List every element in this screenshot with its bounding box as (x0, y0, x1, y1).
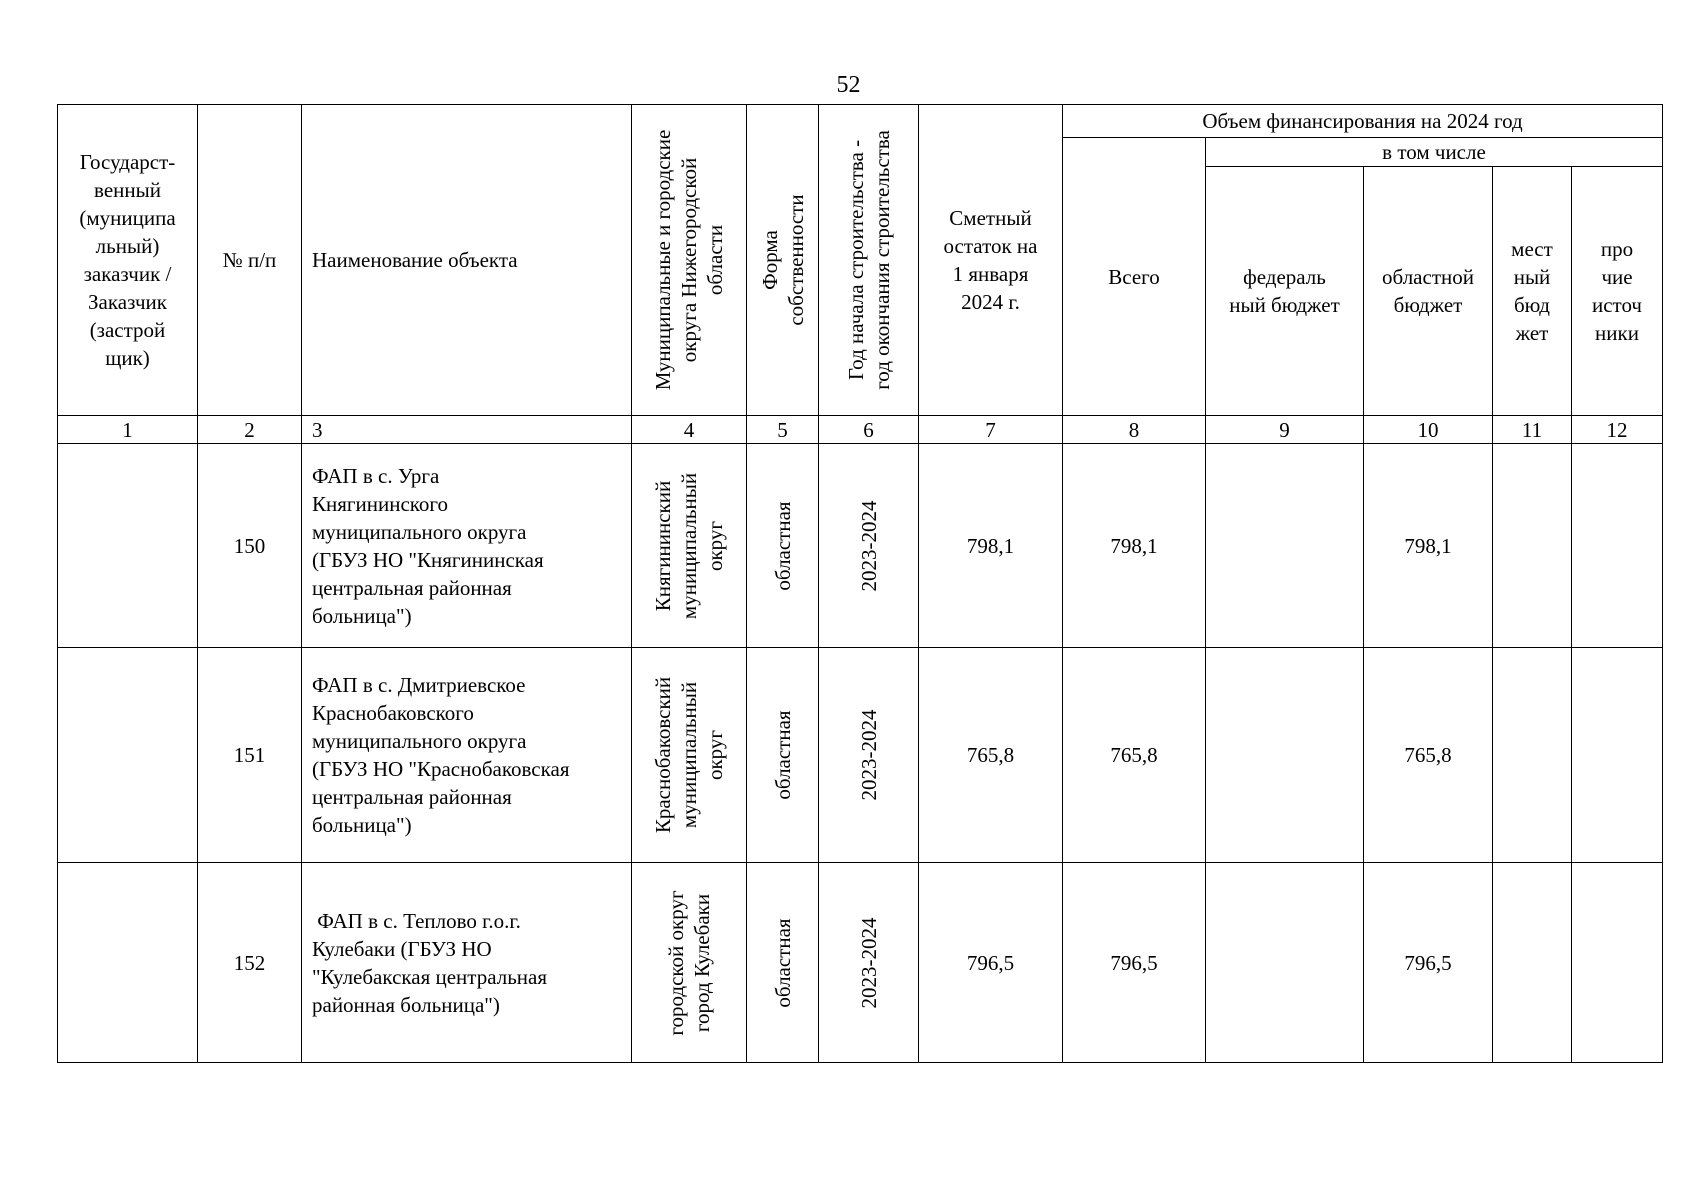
financing-table (57, 104, 1663, 1063)
page-number: 52 (836, 72, 861, 98)
municipality-text: Краснобаковский муниципальный округ (651, 676, 727, 834)
number-cell: 152 (198, 863, 302, 1063)
regional-cell: 796,5 (1364, 863, 1493, 1063)
header-other: про чие источ ники (1572, 167, 1663, 416)
years-text: 2023-2024 (856, 917, 881, 1008)
object-name-cell: ФАП в с. Теплово г.о.г. Кулебаки (ГБУЗ НО "Кулебакская центральная районная больница") (302, 863, 632, 1063)
customer-cell (58, 863, 198, 1063)
column-number: 12 (1572, 416, 1663, 444)
header-ownership-label: Форма собственности (757, 194, 808, 326)
ownership-cell (747, 444, 819, 648)
balance-cell: 798,1 (919, 444, 1063, 648)
column-number: 2 (198, 416, 302, 444)
ownership-cell (747, 648, 819, 863)
years-text: 2023-2024 (856, 500, 881, 591)
table-row (58, 444, 1663, 648)
local-cell (1493, 444, 1572, 648)
municipality-cell (632, 444, 747, 648)
federal-cell (1206, 648, 1364, 863)
other-cell (1572, 863, 1663, 1063)
local-cell (1493, 863, 1572, 1063)
total-cell: 796,5 (1063, 863, 1206, 1063)
municipality-cell (632, 648, 747, 863)
object-name-cell: ФАП в с. Урга Княгининского муниципального округа (ГБУЗ НО "Княгининская центральная районная больница") (302, 444, 632, 648)
column-number: 3 (302, 416, 632, 444)
header-federal: федераль ный бюджет (1206, 167, 1364, 416)
header-regional: областной бюджет (1364, 167, 1493, 416)
header-municipality (632, 105, 747, 416)
header-total: Всего (1063, 138, 1206, 416)
column-number: 8 (1063, 416, 1206, 444)
number-cell: 150 (198, 444, 302, 648)
table-row (58, 648, 1663, 863)
header-local: мест ный бюд жет (1493, 167, 1572, 416)
header-balance: Сметный остаток на 1 января 2024 г. (919, 105, 1063, 416)
header-object-name: Наименование объекта (302, 105, 632, 416)
total-cell: 798,1 (1063, 444, 1206, 648)
header-funding: Объем финансирования на 2024 год (1063, 105, 1663, 138)
years-cell (819, 863, 919, 1063)
number-cell: 151 (198, 648, 302, 863)
regional-cell: 798,1 (1364, 444, 1493, 648)
municipality-cell (632, 863, 747, 1063)
customer-cell (58, 444, 198, 648)
municipality-text: Княгининский муниципальный округ (651, 472, 727, 619)
column-number: 6 (819, 416, 919, 444)
other-cell (1572, 648, 1663, 863)
column-number: 10 (1364, 416, 1493, 444)
balance-cell: 765,8 (919, 648, 1063, 863)
regional-cell: 765,8 (1364, 648, 1493, 863)
header-municipality-label: Муниципальные и городские округа Нижегородской области (651, 129, 727, 391)
header-row-1 (58, 105, 1663, 138)
other-cell (1572, 444, 1663, 648)
federal-cell (1206, 444, 1364, 648)
years-cell (819, 444, 919, 648)
ownership-text: областная (770, 710, 795, 800)
balance-cell: 796,5 (919, 863, 1063, 1063)
ownership-text: областная (770, 500, 795, 591)
years-cell (819, 648, 919, 863)
column-number: 4 (632, 416, 747, 444)
object-name-cell: ФАП в с. Дмитриевское Краснобаковского муниципального округа (ГБУЗ НО "Краснобаковская центральная районная больница") (302, 648, 632, 863)
column-number: 11 (1493, 416, 1572, 444)
header-number: № п/п (198, 105, 302, 416)
ownership-text: областная (770, 917, 795, 1008)
local-cell (1493, 648, 1572, 863)
column-number: 7 (919, 416, 1063, 444)
municipality-text: городской округ город Кулебаки (664, 889, 714, 1036)
column-number-row (58, 416, 1663, 444)
total-cell: 765,8 (1063, 648, 1206, 863)
header-years-label: Год начала строительства - год окончания строительства (843, 130, 894, 390)
column-number: 5 (747, 416, 819, 444)
federal-cell (1206, 863, 1364, 1063)
header-years (819, 105, 919, 416)
ownership-cell (747, 863, 819, 1063)
table-row (58, 863, 1663, 1063)
header-ownership (747, 105, 819, 416)
years-text: 2023-2024 (856, 709, 881, 801)
column-number: 1 (58, 416, 198, 444)
column-number: 9 (1206, 416, 1364, 444)
header-including: в том числе (1206, 138, 1663, 167)
header-customer: Государст- венный (муниципа льный) заказчик / Заказчик (застрой щик) (58, 105, 198, 416)
customer-cell (58, 648, 198, 863)
